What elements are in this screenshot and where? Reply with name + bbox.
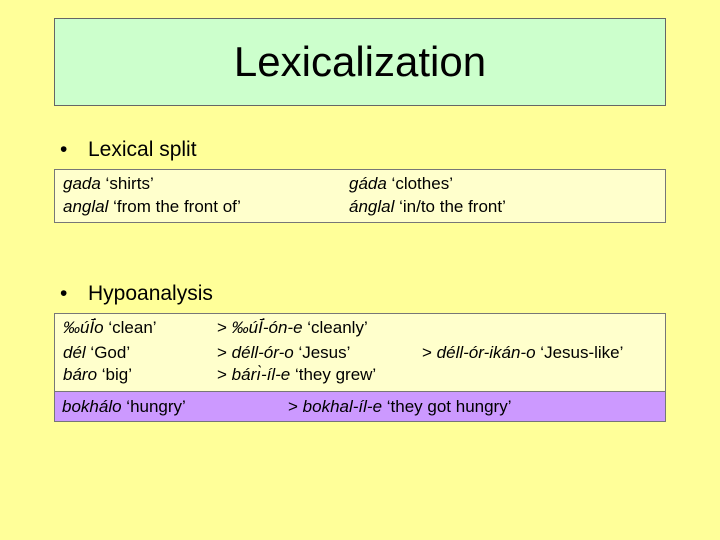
split-row-2-left	[63, 197, 241, 217]
hypo-word: ‰úĪ́o	[63, 318, 104, 337]
arrow: >	[217, 318, 232, 337]
hypo-row-3-derived	[217, 365, 376, 385]
hypo-gloss: ‘hungry’	[121, 397, 186, 416]
hypo-row-1-derived	[217, 318, 368, 338]
highlight-row	[54, 391, 666, 422]
hypo-row-1-base	[63, 318, 157, 338]
highlight-derived	[288, 397, 512, 417]
hypo-gloss: ‘Jesus-like’	[535, 343, 624, 362]
hypo-word: báro	[63, 365, 98, 384]
split-word: gada	[63, 174, 101, 193]
bullet-marker: •	[60, 138, 68, 161]
split-word: anglal	[63, 197, 109, 216]
hypo-gloss: ‘they grew’	[290, 365, 377, 384]
bullet-hypoanalysis	[60, 282, 213, 306]
hypo-gloss: ‘God’	[85, 343, 131, 362]
hypo-row-2-derived2	[422, 343, 623, 363]
bullet-lexical-split	[60, 138, 197, 162]
split-gloss: ‘shirts’	[100, 174, 154, 193]
slide-title: Lexicalization	[233, 38, 487, 85]
hypo-derived: bokhal-íl-e	[302, 397, 383, 416]
hypo-row-2-base	[63, 343, 130, 363]
highlight-base	[62, 397, 186, 417]
arrow: >	[217, 365, 232, 384]
split-row-2-right	[349, 197, 506, 217]
split-gloss: ‘in/to the front’	[394, 197, 506, 216]
hypoanalysis-box	[54, 313, 666, 393]
arrow: >	[422, 343, 437, 362]
arrow: >	[217, 343, 232, 362]
hypo-gloss: ‘clean’	[103, 318, 157, 337]
split-row-1-left	[63, 174, 154, 194]
title-box	[54, 18, 666, 106]
bullet-marker: •	[60, 282, 68, 305]
split-word: gáda	[349, 174, 387, 193]
hypo-derived: déll-ór-ikán-o	[436, 343, 536, 362]
hypo-row-3-base	[63, 365, 132, 385]
split-row-1-right	[349, 174, 453, 194]
bullet-label: Hypoanalysis	[88, 282, 213, 305]
lexical-split-box	[54, 169, 666, 223]
hypo-derived: déll-ór-o	[231, 343, 294, 362]
hypo-row-2-derived	[217, 343, 350, 363]
hypo-word: bokhálo	[62, 397, 122, 416]
hypo-gloss: ‘they got hungry’	[382, 397, 512, 416]
hypo-gloss: ‘cleanly’	[302, 318, 368, 337]
split-gloss: ‘clothes’	[386, 174, 453, 193]
split-word: ánglal	[349, 197, 395, 216]
arrow: >	[288, 397, 303, 416]
hypo-gloss: ‘Jesus’	[293, 343, 351, 362]
hypo-derived: ‰úĪ́-ón-e	[231, 318, 303, 337]
hypo-gloss: ‘big’	[97, 365, 132, 384]
split-gloss: ‘from the front of’	[108, 197, 241, 216]
hypo-word: dél	[63, 343, 86, 362]
bullet-label: Lexical split	[88, 138, 197, 161]
hypo-derived: bárı̀-íl-e	[231, 365, 291, 384]
